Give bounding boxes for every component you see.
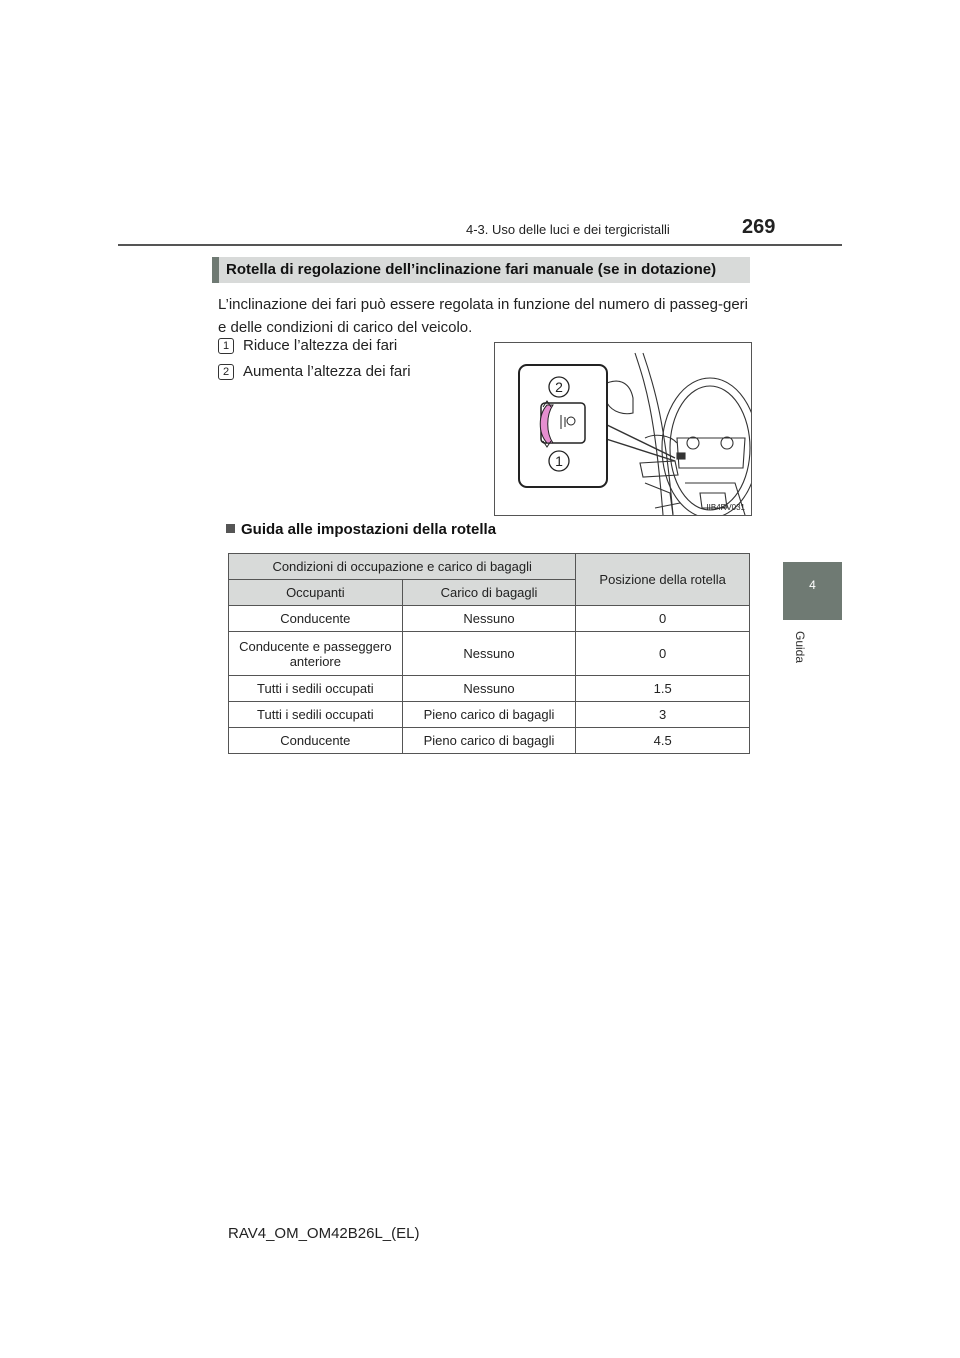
number-badge-2: 2 bbox=[218, 364, 234, 380]
position-cell: 4.5 bbox=[576, 728, 750, 754]
chapter-tab-label: Guida bbox=[793, 630, 807, 664]
table-row bbox=[229, 676, 750, 702]
header-section-title: 4-3. Uso delle luci e dei tergicristalli bbox=[466, 222, 670, 237]
chapter-tab-number: 4 bbox=[809, 578, 816, 592]
figure-code: IIB4RV031 bbox=[706, 503, 745, 512]
position-cell: 3 bbox=[576, 702, 750, 728]
list-item-text: Riduce l’altezza dei fari bbox=[243, 337, 398, 354]
section-heading-text: Rotella di regolazione dell’inclinazione fari manuale (se in dotazione) bbox=[226, 261, 717, 278]
callout-label-2: 2 bbox=[555, 379, 563, 395]
table-row bbox=[229, 702, 750, 728]
mirror-shape bbox=[607, 381, 633, 414]
luggage-cell: Pieno carico di bagagli bbox=[402, 728, 576, 754]
header-rule bbox=[118, 244, 842, 246]
page-number: 269 bbox=[742, 216, 776, 238]
header-luggage-cell: Carico di bagagli bbox=[402, 580, 576, 606]
section-heading bbox=[212, 257, 750, 283]
wheel-settings-table bbox=[228, 553, 750, 754]
list-item-2 bbox=[218, 363, 411, 380]
intro-paragraph: L’inclinazione dei fari può essere regolata in funzione del numero di passeg-geri e delle condizioni di carico del veicolo. bbox=[218, 296, 748, 336]
dashboard-illustration bbox=[495, 343, 751, 515]
headlight-leveling-figure bbox=[494, 342, 752, 516]
a-pillar-line bbox=[635, 353, 663, 515]
luggage-cell: Pieno carico di bagagli bbox=[402, 702, 576, 728]
footer-doc-code: RAV4_OM_OM42B26L_(EL) bbox=[228, 1225, 420, 1242]
callout-label-1: 1 bbox=[555, 453, 563, 469]
occupants-cell: Conducente e passeggero anteriore bbox=[229, 632, 403, 676]
table-header-row bbox=[229, 554, 750, 580]
table-section-heading-text: Guida alle impostazioni della rotella bbox=[241, 521, 497, 538]
header-occupants-cell: Occupanti bbox=[229, 580, 403, 606]
header-position-cell: Posizione della rotella bbox=[576, 554, 750, 606]
list-item-text: Aumenta l’altezza dei fari bbox=[243, 363, 411, 380]
number-badge-1: 1 bbox=[218, 338, 234, 354]
occupants-cell: Tutti i sedili occupati bbox=[229, 702, 403, 728]
occupants-cell: Tutti i sedili occupati bbox=[229, 676, 403, 702]
position-cell: 0 bbox=[576, 606, 750, 632]
occupants-cell: Conducente bbox=[229, 728, 403, 754]
list-item-1 bbox=[218, 337, 397, 354]
table-row bbox=[229, 632, 750, 676]
header-group-cell: Condizioni di occupazione e carico di bagagli bbox=[229, 554, 576, 580]
luggage-cell: Nessuno bbox=[402, 632, 576, 676]
occupants-cell: Conducente bbox=[229, 606, 403, 632]
luggage-cell: Nessuno bbox=[402, 676, 576, 702]
steering-wheel-icon bbox=[662, 378, 751, 515]
table-row bbox=[229, 606, 750, 632]
position-cell: 1.5 bbox=[576, 676, 750, 702]
luggage-cell: Nessuno bbox=[402, 606, 576, 632]
position-cell: 0 bbox=[576, 632, 750, 676]
section-heading-bar bbox=[212, 257, 219, 283]
bullet-square-icon bbox=[226, 524, 235, 533]
table-row bbox=[229, 728, 750, 754]
chapter-tab[interactable] bbox=[783, 562, 842, 620]
table-section-heading bbox=[226, 521, 496, 538]
